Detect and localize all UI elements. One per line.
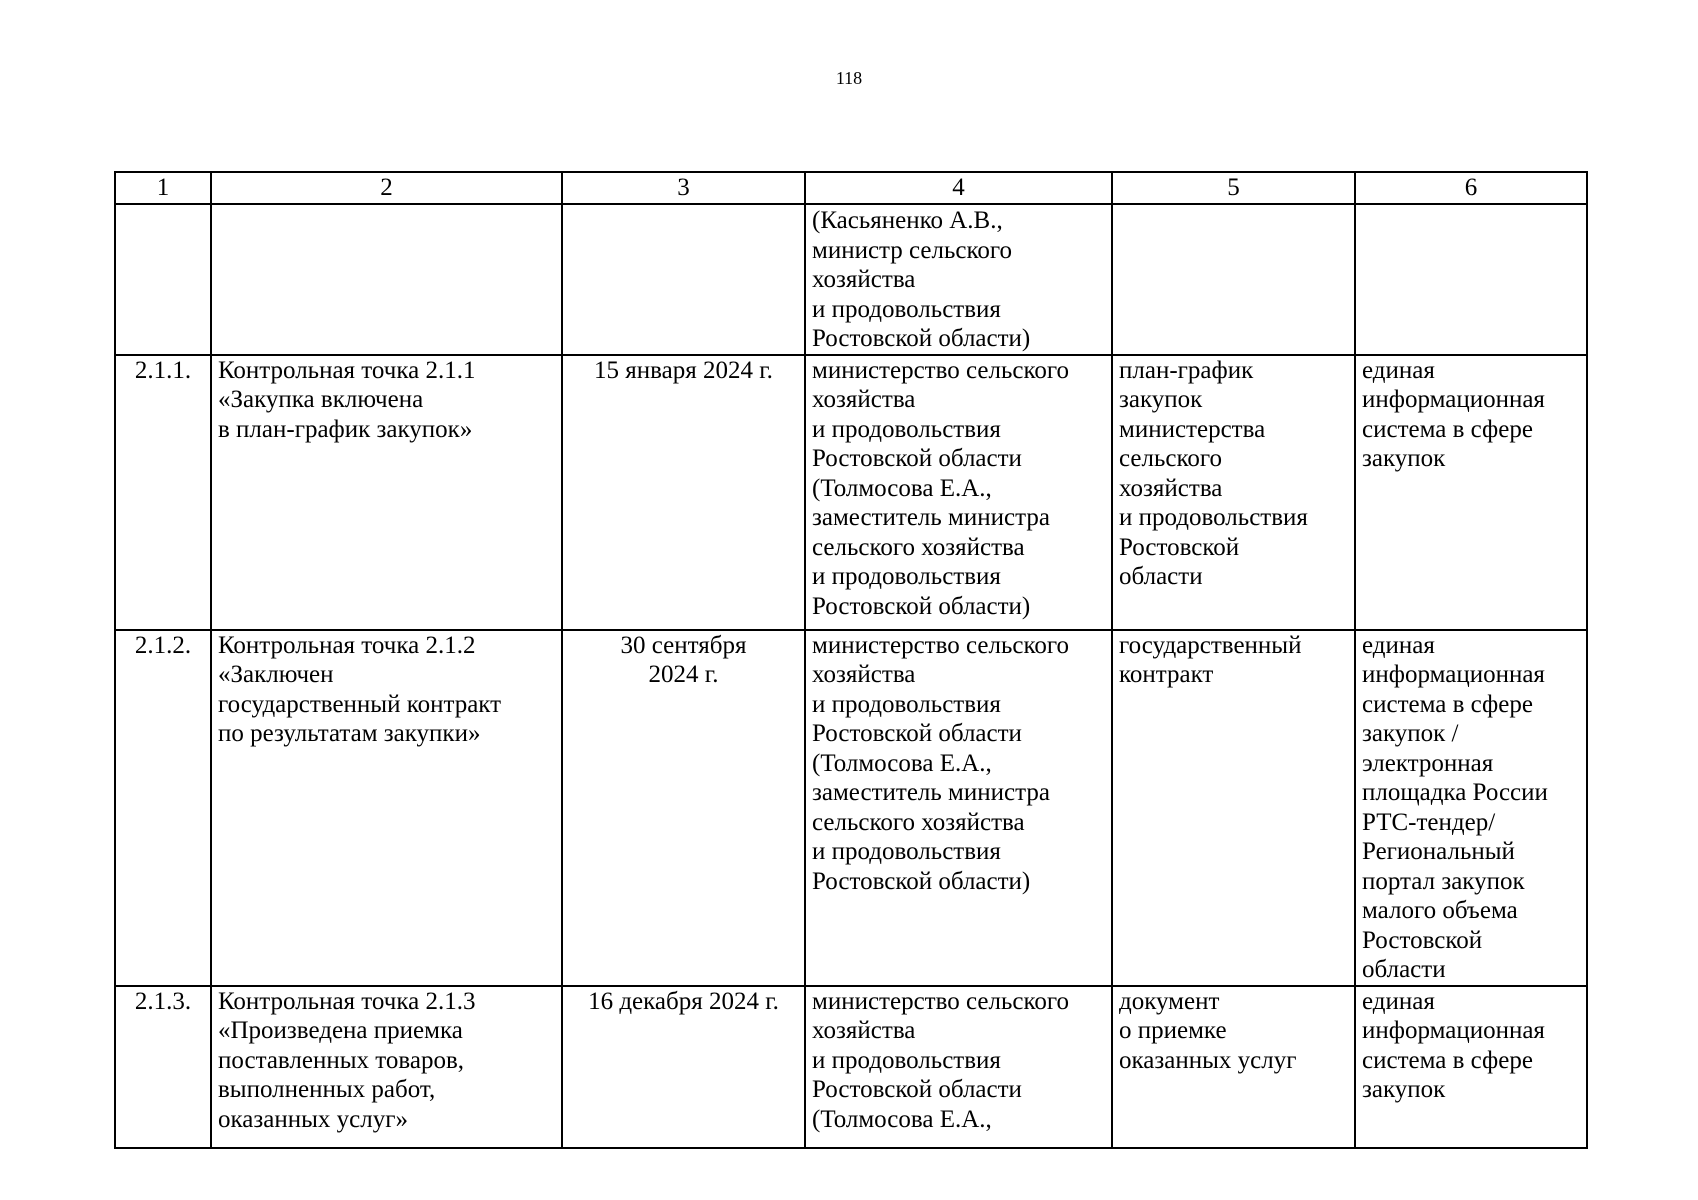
information-system-cell: единая информационная система в сфере закупок <box>1355 355 1587 630</box>
deadline-cell: 15 января 2024 г. <box>562 355 805 630</box>
document-cell: государственный контракт <box>1112 630 1355 986</box>
control-point-name-cell: Контрольная точка 2.1.2 «Заключен государственный контракт по результатам закупки» <box>211 630 562 986</box>
control-points-table <box>114 171 1588 1149</box>
responsible-cell: министерство сельского хозяйства и продовольствия Ростовской области (Толмосова Е.А., заместитель министра сельского хозяйства и продовольствия Ростовской области) <box>805 630 1112 986</box>
column-number-header: 1 <box>115 172 211 204</box>
column-number-header: 5 <box>1112 172 1355 204</box>
responsible-cell: министерство сельского хозяйства и продовольствия Ростовской области (Толмосова Е.А., заместитель министра сельского хозяйства и продовольствия Ростовской области) <box>805 355 1112 630</box>
information-system-cell: единая информационная система в сфере закупок / электронная площадка России РТС-тендер/ Региональный портал закупок малого объема Ростовской области <box>1355 630 1587 986</box>
column-number-header: 2 <box>211 172 562 204</box>
deadline-cell <box>562 204 805 355</box>
control-point-name-cell <box>211 204 562 355</box>
table-row <box>115 986 1587 1148</box>
table-row <box>115 204 1587 355</box>
column-number-header: 4 <box>805 172 1112 204</box>
deadline-cell: 30 сентября 2024 г. <box>562 630 805 986</box>
deadline-cell: 16 декабря 2024 г. <box>562 986 805 1148</box>
table-row <box>115 355 1587 630</box>
document-cell <box>1112 204 1355 355</box>
responsible-cell: министерство сельского хозяйства и продовольствия Ростовской области (Толмосова Е.А., <box>805 986 1112 1148</box>
row-number-cell: 2.1.1. <box>115 355 211 630</box>
column-number-header: 6 <box>1355 172 1587 204</box>
row-number-cell: 2.1.3. <box>115 986 211 1148</box>
information-system-cell <box>1355 204 1587 355</box>
row-number-cell <box>115 204 211 355</box>
control-point-name-cell: Контрольная точка 2.1.3 «Произведена приемка поставленных товаров, выполненных работ, оказанных услуг» <box>211 986 562 1148</box>
control-point-name-cell: Контрольная точка 2.1.1 «Закупка включена в план-график закупок» <box>211 355 562 630</box>
row-number-cell: 2.1.2. <box>115 630 211 986</box>
column-number-header: 3 <box>562 172 805 204</box>
responsible-cell: (Касьяненко А.В., министр сельского хозяйства и продовольствия Ростовской области) <box>805 204 1112 355</box>
information-system-cell: единая информационная система в сфере закупок <box>1355 986 1587 1148</box>
document-cell: документ о приемке оказанных услуг <box>1112 986 1355 1148</box>
column-number-row <box>115 172 1587 204</box>
page-number: 118 <box>835 68 863 88</box>
table-row <box>115 630 1587 986</box>
document-cell: план-график закупок министерства сельского хозяйства и продовольствия Ростовской области <box>1112 355 1355 630</box>
